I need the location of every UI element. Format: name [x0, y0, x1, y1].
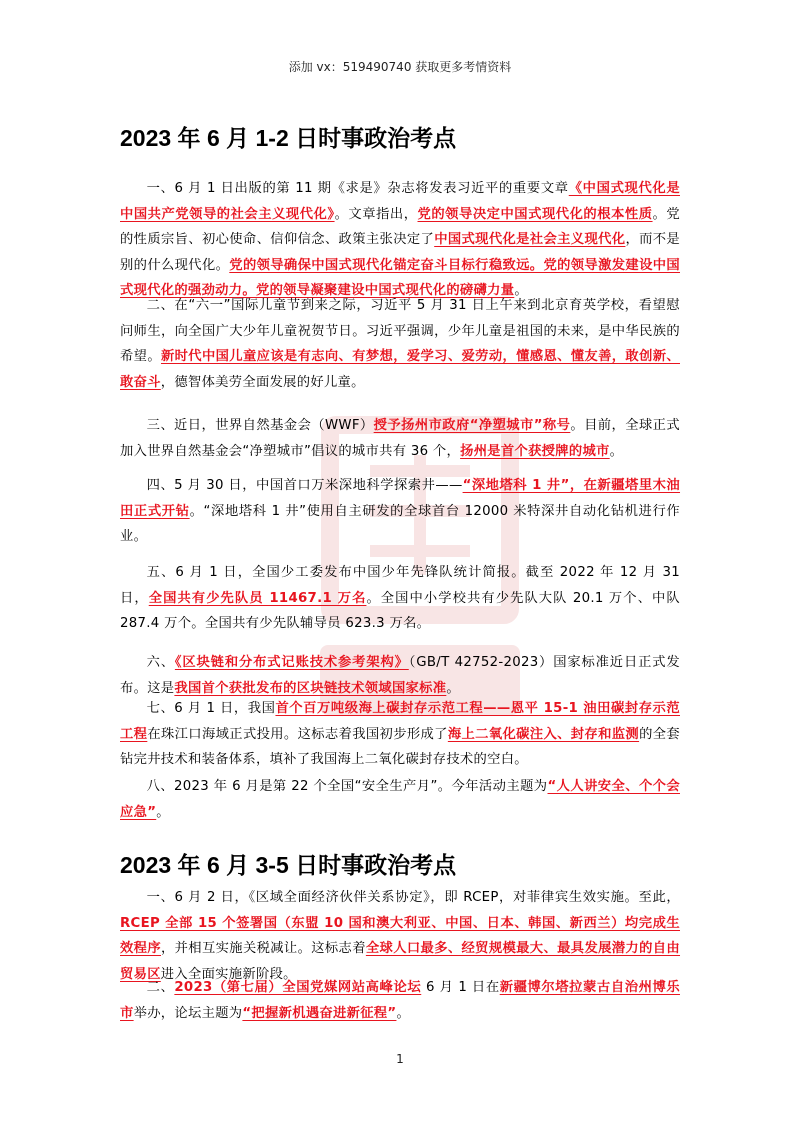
- highlighted-text: RCEP 全部 15 个签署国（东盟 10 国和澳大利亚、中国、日本、韩国、新西兰）均完成生效程序: [120, 915, 680, 956]
- body-text: 六、: [146, 655, 175, 670]
- highlighted-text: 全国共有少先队员 11467.1 万名: [148, 590, 367, 606]
- page-header: 添加 vx：519490740 获取更多考情资料: [288, 60, 512, 74]
- highlighted-text: 新时代中国儿童应该是有志向、有梦想，爱学习、爱劳动，懂感恩、懂友善，敢创新、敢奋斗: [120, 349, 680, 390]
- body-text: 进入全面实施新阶段。: [160, 966, 297, 982]
- highlighted-text: 党的领导决定中国式现代化的根本性质: [417, 206, 653, 222]
- highlighted-text: “把握新机遇奋进新征程”: [242, 1005, 397, 1021]
- section2-title: 2023 年 6 月 3-5 日时事政治考点: [120, 852, 457, 878]
- section1-paragraph-1: [120, 176, 680, 304]
- section1-paragraph-3: [120, 413, 680, 464]
- body-text: 。目前，全球正式加入世界自然基金会“净塑城市”倡议的城市共有 36 个，: [120, 418, 681, 459]
- highlighted-text: 扬州是首个获授牌的城市: [460, 443, 610, 459]
- body-text: 。全国中小学校共有少先队大队 20.1 万个、中队 287.4 万个。全国共有少先队辅导员 623.3 万名。: [120, 590, 680, 631]
- highlighted-text: “人人讲安全、个个会应急”: [120, 779, 680, 820]
- body-text: 6 月 1 日在: [421, 980, 500, 995]
- body-text: 举办，论坛主题为: [133, 1005, 243, 1021]
- body-text: 八、2023 年 6 月是第 22 个全国“安全生产月”。今年活动主题为: [146, 779, 548, 794]
- highlighted-text: 《中国式现代化是中国共产党领导的社会主义现代化》: [120, 181, 680, 222]
- highlighted-text: 新疆博尔塔拉蒙古自治州博乐市: [120, 980, 680, 1021]
- body-text: 。: [396, 1005, 411, 1021]
- page-number: 1: [396, 1052, 404, 1066]
- body-text: ，并相互实施关税减让。这标志着: [160, 941, 366, 956]
- highlighted-text: 中国式现代化是社会主义现代化: [434, 232, 626, 247]
- body-text: 一、6 月 1 日出版的第 11 期《求是》杂志将发表习近平的重要文章: [146, 181, 569, 196]
- body-text: ，德智体美劳全面发展的好儿童。: [160, 374, 365, 390]
- body-text: 。: [446, 680, 460, 696]
- body-text: （GB/T 42752-2023）国家标准近日正式发布。这是: [120, 655, 680, 696]
- section2-paragraph-2: [120, 975, 680, 1026]
- body-text: 在珠江口海域正式投用。这标志着我国初步形成了: [147, 726, 448, 742]
- body-text: 三、近日，世界自然基金会（WWF）: [146, 418, 374, 433]
- body-text: 一、6 月 2 日，《区域全面经济伙伴关系协定》，即 RCEP，对菲律宾生效实施。至此，: [146, 890, 680, 905]
- section1-paragraph-4: [120, 473, 680, 550]
- highlighted-text: 全球人口最多、经贸规模最大、最具发展潜力的自由贸易区: [120, 941, 681, 982]
- body-text: 。文章指出，: [334, 206, 418, 222]
- body-text: ，而不是别的什么现代化。: [120, 232, 681, 273]
- highlighted-text: 2023（第七届）全国党媒网站高峰论坛: [174, 980, 422, 995]
- section1-paragraph-7: [120, 696, 680, 773]
- section1-paragraph-5: [120, 560, 680, 637]
- body-text: 四、5 月 30 日，中国首口万米深地科学探索井——: [146, 478, 463, 493]
- body-text: 。: [609, 443, 624, 459]
- section1-paragraph-6: [120, 650, 680, 701]
- body-text: 七、6 月 1 日，我国: [146, 701, 276, 716]
- section1-paragraph-8: [120, 774, 680, 825]
- body-text: 。“深地塔科 1 井”使用自主研发的全球首台 12000 米特深井自动化钻机进行作业。: [120, 503, 680, 544]
- highlighted-text: 首个百万吨级海上碳封存示范工程——恩平 15-1 油田碳封存示范工程: [120, 701, 680, 742]
- body-text: 二、: [146, 980, 175, 995]
- highlighted-text: 党的领导确保中国式现代化锚定奋斗目标行稳致远。党的领导激发建设中国式现代化的强劲动力。党的领导凝聚建设中国式现代化的磅礴力量: [120, 257, 680, 298]
- body-text: 。党的性质宗旨、初心使命、信仰信念、政策主张决定了: [120, 206, 680, 247]
- section1-paragraph-2: [120, 293, 680, 395]
- section1-title: 2023 年 6 月 1-2 日时事政治考点: [120, 125, 457, 151]
- body-text: 二、在“六一”国际儿童节到来之际，习近平 5 月 31 日上午来到北京育英学校，看望慰问师生，向全国广大少年儿童祝贺节日。习近平强调，少年儿童是祖国的未来，是中华民族的希望。: [120, 298, 680, 364]
- highlighted-text: 我国首个获批发布的区块链技术领域国家标准: [174, 680, 447, 696]
- body-text: 的全套钻完井技术和装备体系，填补了我国海上二氧化碳封存技术的空白。: [120, 726, 680, 767]
- highlighted-text: 授予扬州市政府“净塑城市”称号: [373, 418, 571, 433]
- highlighted-text: 海上二氧化碳注入、封存和监测: [447, 726, 640, 742]
- section2-paragraph-1: [120, 885, 680, 987]
- highlighted-text: 《区块链和分布式记账技术参考架构》: [174, 655, 409, 670]
- body-text: 。: [156, 804, 170, 820]
- body-text: 。: [514, 283, 528, 298]
- body-text: 五、6 月 1 日，全国少工委发布中国少年先锋队统计简报。截至 2022 年 12 月 31 日，: [120, 565, 680, 606]
- highlighted-text: “深地塔科 1 井”，在新疆塔里木油田正式开钻: [120, 478, 681, 519]
